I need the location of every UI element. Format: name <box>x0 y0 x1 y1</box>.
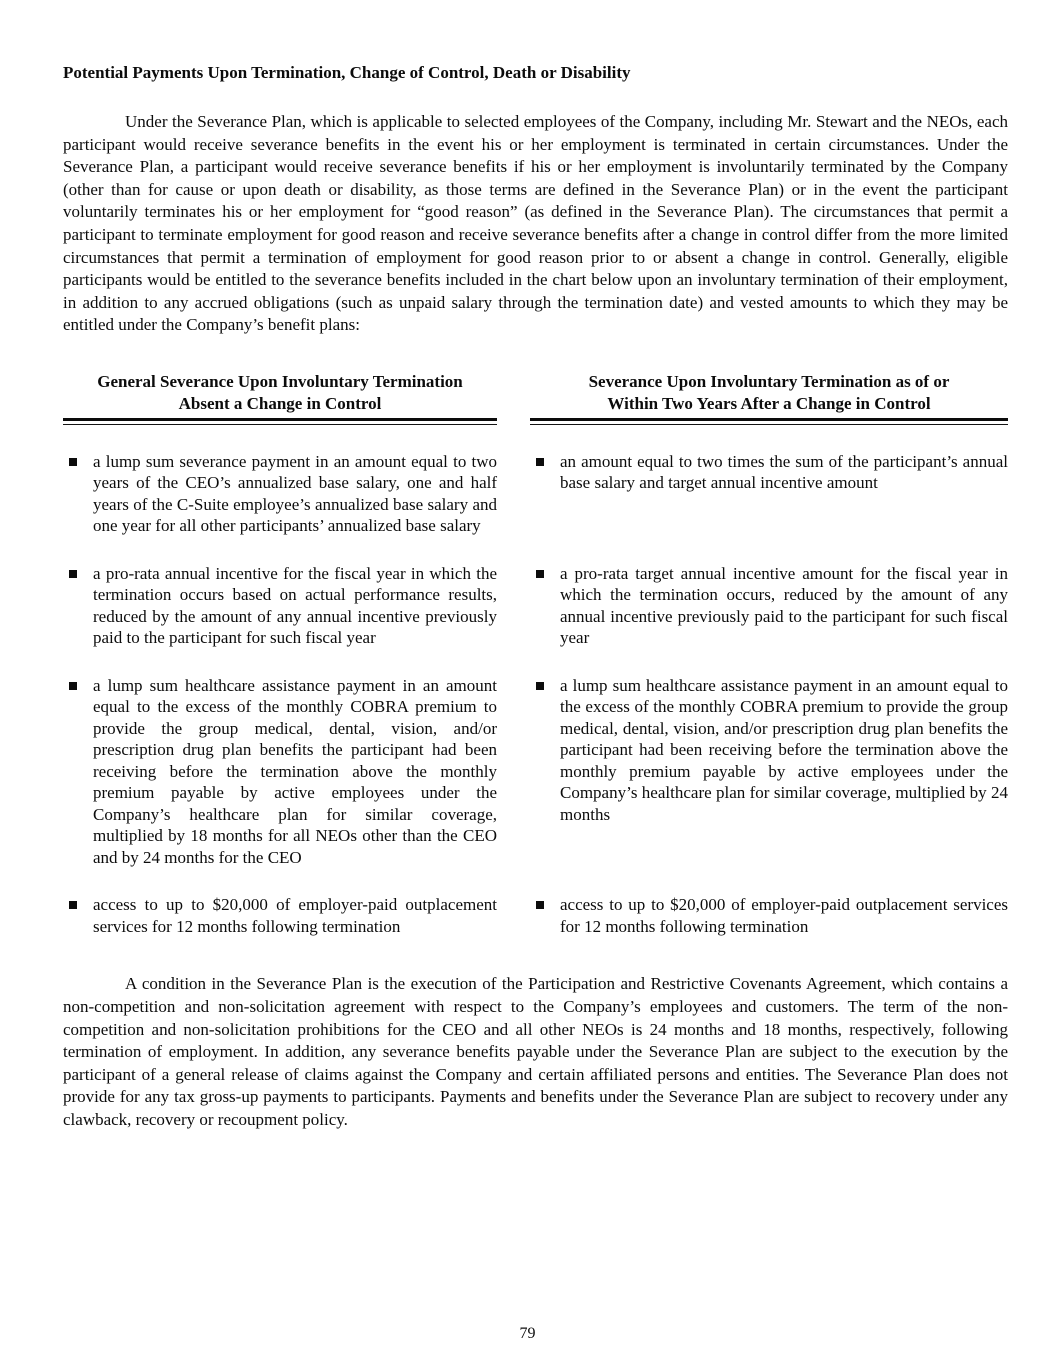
right-header-line1: Severance Upon Involuntary Termination as of or <box>588 371 950 391</box>
bullet-text: a lump sum healthcare assistance payment in an amount equal to the excess of the monthly COBRA premium to provide the group medical, dental, vision, and/or prescription drug plan benefits the participant had been receiving before the termination above the monthly premium payable by active employees under the Company’s healthcare plan for similar coverage, multiplied by 24 months <box>560 675 1008 824</box>
left-column-header <box>63 371 497 425</box>
page-number: 79 <box>519 1325 536 1342</box>
square-bullet-icon <box>536 682 544 690</box>
table-cell-left-row4 <box>63 894 497 937</box>
table-cell-right-row2 <box>530 563 1008 649</box>
left-header-line1: General Severance Upon Involuntary Termination <box>97 371 463 391</box>
square-bullet-icon <box>536 458 544 466</box>
bullet-text: a lump sum severance payment in an amount equal to two years of the CEO’s annualized base salary, one and half years of the C-Suite employee’s annualized base salary and one year for all other participants’ annualized base salary <box>93 451 497 536</box>
square-bullet-icon <box>69 458 77 466</box>
table-cell-right-row1 <box>530 451 1008 537</box>
table-cell-left-row3 <box>63 675 497 869</box>
intro-paragraph: Under the Severance Plan, which is applicable to selected employees of the Company, including Mr. Stewart and the NEOs, each participant would receive severance benefits in the event his or her employment is terminated in certain circumstances. Under the Severance Plan, a participant would receive severance benefits if his or her employment is involuntarily terminated by the Company (other than for cause or upon death or disability, as those terms are defined in the Severance Plan) or in the event the participant voluntarily terminates his or her employment for “good reason” (as defined in the Severance Plan). The circumstances that permit a participant to terminate employment for good reason and receive severance benefits after a change in control differ from the more limited circumstances that permit a termination of employment for good reason prior to or absent a change in control. Generally, eligible participants would be entitled to the severance benefits included in the chart below upon an involuntary termination of their employment, in addition to any accrued obligations (such as unpaid salary through the termination date) and vested amounts to which they may be entitled under the Company’s benefit plans: <box>63 112 1008 335</box>
square-bullet-icon <box>69 682 77 690</box>
table-cell-left-row2 <box>63 563 497 649</box>
right-column-header <box>530 371 1008 425</box>
severance-comparison-table <box>63 371 1008 938</box>
bullet-text: access to up to $20,000 of employer-paid outplacement services for 12 months following termination <box>560 895 1008 936</box>
section-heading: Potential Payments Upon Termination, Change of Control, Death or Disability <box>63 63 631 82</box>
square-bullet-icon <box>69 901 77 909</box>
square-bullet-icon <box>536 570 544 578</box>
bullet-text: a lump sum healthcare assistance payment in an amount equal to the excess of the monthly COBRA premium to provide the group medical, dental, vision, and/or prescription drug plan benefits the participant had been receiving before the termination above the monthly premium payable by active employees under the Company’s healthcare plan for similar coverage, multiplied by 18 months for all NEOs other than the CEO and by 24 months for the CEO <box>93 675 497 867</box>
table-cell-left-row1 <box>63 451 497 537</box>
square-bullet-icon <box>69 570 77 578</box>
bullet-text: a pro-rata target annual incentive amount for the fiscal year in which the termination occurs, reduced by the amount of any annual incentive previously paid to the participant for such fiscal year <box>560 563 1008 648</box>
right-header-line2: Within Two Years After a Change in Control <box>607 393 931 413</box>
square-bullet-icon <box>536 901 544 909</box>
left-header-rule <box>63 418 497 425</box>
table-cell-right-row4 <box>530 894 1008 937</box>
table-cell-right-row3 <box>530 675 1008 869</box>
left-header-line2: Absent a Change in Control <box>178 393 382 413</box>
closing-paragraph: A condition in the Severance Plan is the execution of the Participation and Restrictive Covenants Agreement, which contains a non-competition and non-solicitation agreement with respect to the Company’s employees and customers. The term of the non-competition and non-solicitation prohibitions for the CEO and all other NEOs is 24 months and 18 months, respectively, following termination of employment. In addition, any severance benefits payable under the Severance Plan are subject to the execution by the participant of a general release of claims against the Company and certain affiliated persons and entities. The Severance Plan does not provide for any tax gross-up payments to participants. Payments and benefits under the Severance Plan are subject to recovery under any clawback, recovery or recoupment policy. <box>63 974 1008 1129</box>
bullet-text: a pro-rata annual incentive for the fiscal year in which the termination occurs based on actual performance results, reduced by the amount of any annual incentive previously paid to the participant for such fiscal year <box>93 563 497 648</box>
bullet-text: an amount equal to two times the sum of the participant’s annual base salary and target annual incentive amount <box>560 451 1008 493</box>
bullet-text: access to up to $20,000 of employer-paid outplacement services for 12 months following termination <box>93 895 497 936</box>
right-header-rule <box>530 418 1008 425</box>
